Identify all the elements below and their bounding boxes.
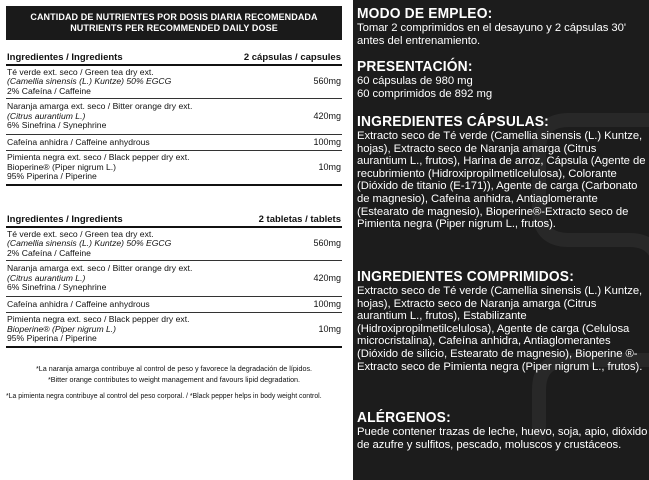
capsule-ingredients-text: Extracto seco de Té verde (Camellia sinensis (L.) Kuntze, hojas), Extracto seco de Naranja amarga (Citrus aurantium L., frutos), Harina de arroz, Cápsula (Agente de recubrimiento (Hidroxipropilmetilcelulosa), Colorante (Dióxido de titanio (E-171)), Agente de carga (Carbonato de magnesio), Cafeína anhidra, Antiaglomerante (Estearato de magnesio), Bioperine®-Extracto seco de Pimienta negra (Piper nigrum L., frutos). [357,130,646,231]
row-extra: 6% Sinefrina / Synephrine [7,120,107,131]
row-name: Té verde ext. seco / Green tea dry ext. [7,228,154,239]
table-row [6,228,342,261]
allergens-title: ALÉRGENOS: [357,409,451,426]
allergens-section [357,410,649,451]
capsule-ingredients-title: INGREDIENTES CÁPSULAS: [357,113,549,130]
capsules-table [6,52,342,186]
row-latin: Bioperine® (Piper nigrum L.) [7,323,117,334]
table-row [6,297,342,313]
row-amount: 420mg [313,272,341,283]
row-amount: 10mg [318,323,341,334]
presentation-capsules: 60 cápsulas de 980 mg [357,75,473,87]
presentation-section [357,59,649,100]
row-name: Té verde ext. seco / Green tea dry ext. [7,66,154,77]
footnote-black-pepper: *La pimienta negra contribuye al control del peso corporal. / *Black pepper helps in body weight control. [6,393,322,400]
table-row [6,313,342,348]
table-row [6,99,342,135]
tablet-ingredients-text: Extracto seco de Té verde (Camellia sinensis (L.) Kuntze, hojas), Extracto seco de Naranja amarga (Citrus aurantium L., frutos), Estabilizante (Hidroxipropilmetilcelulosa), Agente de carga (Celulosa microcristalina), Cafeína anhidra, Antiaglomerantes (Dióxido de silicio, Estearato de magnesio), Bioperine ®-Extracto seco de Pimienta negra (Piper nigrum L., frutos). [357,285,643,373]
row-amount: 420mg [313,110,341,121]
table-row [6,151,342,186]
presentation-title: PRESENTACIÓN: [357,58,473,75]
row-latin: (Citrus aurantium L.) [7,272,86,283]
row-latin: (Citrus aurantium L.) [7,110,86,121]
row-name: Naranja amarga ext. seco / Bitter orange dry ext. [7,263,193,274]
row-name: Pimienta negra ext. seco / Black pepper dry ext. [7,152,190,163]
presentation-tablets: 60 comprimidos de 892 mg [357,87,493,100]
row-name: Naranja amarga ext. seco / Bitter orange dry ext. [7,101,193,112]
allergens-text: Puede contener trazas de leche, huevo, soja, apio, dióxido de azufre y sulfitos, pescado, moluscos y crustáceos. [357,426,648,451]
row-name: Cafeína anhidra / Caffeine anhydrous [7,136,150,147]
row-amount: 10mg [318,161,341,172]
tablet-ingredients-section [357,269,649,373]
nutrition-header-en: NUTRIENTS PER RECOMMENDED DAILY DOSE [70,23,278,33]
dose-column-header: 2 cápsulas / capsules [243,52,341,63]
footnote-bitter-orange-en: *Bitter orange contributes to weight management and favours lipid degradation. [47,375,301,384]
table-header [6,52,342,66]
row-latin: Bioperine® (Piper nigrum L.) [7,161,117,172]
row-amount: 100mg [313,298,341,309]
row-extra: 2% Cafeína / Caffeine [7,85,91,96]
nutrition-header [6,6,342,40]
nutrition-header-es: CANTIDAD DE NUTRIENTES POR DOSIS DIARIA RECOMENDADA [30,12,318,22]
ingredients-column-header: Ingredientes / Ingredients [7,214,123,225]
footnote-bitter-orange-es: *La naranja amarga contribuye al control de peso y favorece la degradación de lípidos. [35,364,313,373]
tablet-ingredients-title: INGREDIENTES COMPRIMIDOS: [357,268,574,285]
row-extra: 6% Sinefrina / Synephrine [7,282,107,293]
row-name: Pimienta negra ext. seco / Black pepper dry ext. [7,314,190,325]
capsule-ingredients-section [357,114,649,231]
usage-text: Tomar 2 comprimidos en el desayuno y 2 cápsulas 30' antes del entrenamiento. [357,22,626,47]
row-latin: (Camellia sinensis (L.) Kuntze) 50% EGCG [7,238,172,249]
row-amount: 100mg [313,136,341,147]
row-amount: 560mg [313,238,341,249]
table-header [6,214,342,228]
table-row [6,66,342,99]
row-latin: (Camellia sinensis (L.) Kuntze) 50% EGCG [7,76,172,87]
dose-column-header: 2 tabletas / tablets [258,214,341,225]
table-row [6,261,342,297]
row-extra: 95% Piperina / Piperine [7,333,97,344]
table-row [6,135,342,151]
row-extra: 95% Piperina / Piperine [7,171,97,182]
usage-section [357,6,649,47]
row-name: Cafeína anhidra / Caffeine anhydrous [7,298,150,309]
usage-title: MODO DE EMPLEO: [357,5,493,22]
row-amount: 560mg [313,76,341,87]
tablets-table [6,214,342,348]
product-info-panel [353,0,649,480]
ingredients-column-header: Ingredientes / Ingredients [7,52,123,63]
row-extra: 2% Cafeína / Caffeine [7,247,91,258]
